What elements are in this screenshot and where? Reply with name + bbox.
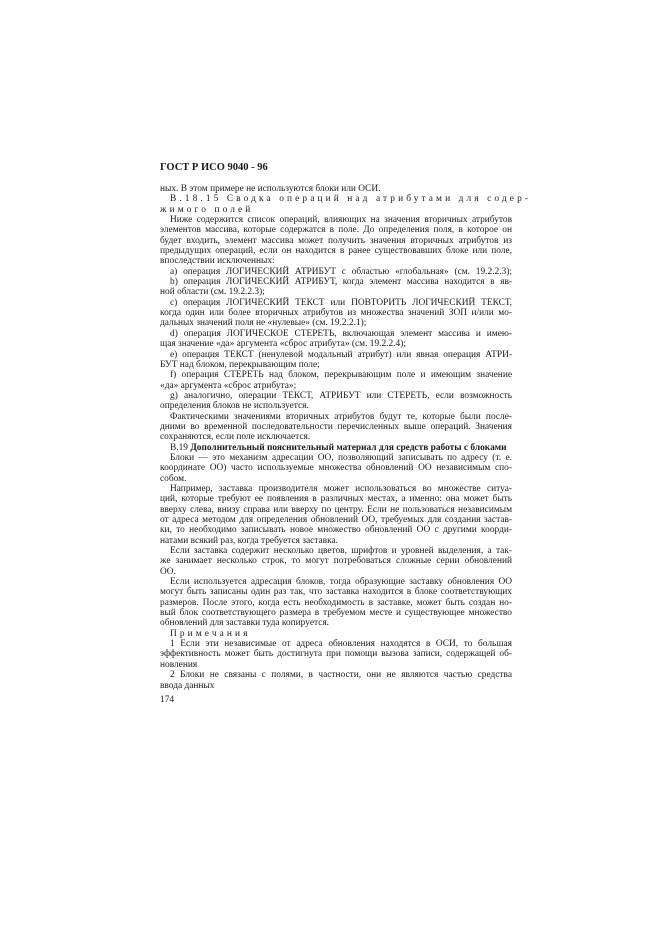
text-line: [160, 350, 512, 360]
text-line-content: f) операция СТЕРЕТЬ над блоком, перекрывающим поле и имеющим значение: [170, 370, 512, 381]
text-line-content: определения блоков не используется.: [160, 401, 309, 412]
text-line: [160, 494, 512, 504]
text-line: [160, 474, 512, 484]
text-line-content: ных. В этом примере не используются блоки или ОСИ.: [160, 184, 381, 194]
text-line-content: размеров. После этого, когда есть необходимость в заставке, может быть создан но-: [160, 597, 512, 608]
text-line-content: ввода данных: [160, 680, 215, 691]
text-line: [160, 443, 512, 453]
section-heading: Дополнительный пояснительный материал для средств работы с блоками: [190, 442, 507, 453]
text-line: [160, 536, 512, 546]
text-line-content: Фактическими значениями вторичных атрибутов будут те, которые были после-: [170, 411, 512, 422]
text-line-content: могут быть записаны один раз так, что заставка находится в блоке соответствующих: [160, 587, 512, 598]
text-line: [160, 649, 512, 659]
text-line-content: предыдущих операций, если он находится в ранее существовавших блоке или поле,: [160, 246, 512, 257]
text-line: [160, 618, 512, 628]
text-line: [160, 598, 512, 608]
text-line: [160, 505, 512, 515]
text-line-content: Ниже содержится список операций, влияющих на значения вторичных атрибутов: [170, 215, 512, 226]
text-line-content: ной области (см. 19.2.2.3);: [160, 287, 265, 298]
text-line: [160, 215, 512, 225]
text-line: [160, 401, 512, 411]
text-line-content: элементов массива, которые содержатся в поле. До определения поля, в которое он: [160, 225, 512, 236]
text-line-content: В.18.15 Сводка операций над атрибутами для содер-: [170, 194, 532, 205]
text-line: [160, 567, 512, 577]
text-line-content: впоследствии исключенных:: [160, 256, 275, 267]
text-line-content: ОО.: [160, 566, 176, 577]
text-line: [160, 432, 512, 442]
text-line-content: Например, заставка производителя может использоваться во множестве ситуа-: [170, 483, 512, 494]
text-line-content: обновлений для заставки туда копируется.: [160, 618, 330, 629]
text-line: [160, 484, 512, 494]
text-line-content: щая значение «да» аргумента «сброс атрибута» (см. 19.2.2.4);: [160, 339, 406, 350]
text-line: [160, 463, 512, 473]
text-line: [160, 205, 512, 215]
text-line: [160, 225, 512, 235]
text-line-content: жимого полей: [160, 204, 254, 215]
text-line: [160, 391, 512, 401]
text-line: [160, 639, 512, 649]
text-line: [160, 660, 512, 670]
text-line-content: с) операция ЛОГИЧЕСКИЙ ТЕКСТ или ПОВТОРИТЬ ЛОГИЧЕСКИЙ ТЕКСТ,: [170, 297, 512, 308]
text-line: [160, 608, 512, 618]
text-line-content: дними во временной последовательности перечисленных выше операций. Значения: [160, 421, 512, 432]
text-line: [160, 381, 512, 391]
text-line-content: новления: [160, 659, 198, 670]
text-line-content: Если используется адресация блоков, тогда образующие заставку обновления ОО: [170, 577, 512, 588]
text-line: [160, 525, 512, 535]
text-line-content: когда один или более вторичных атрибутов из множества значений ЗОП и/или мо-: [160, 308, 512, 319]
text-line-content: будет входить, элемент массива может получить значения вторичных атрибутов из: [160, 235, 512, 246]
text-line: [160, 412, 512, 422]
text-line: [160, 670, 512, 680]
document-header: ГОСТ Р ИСО 9040 - 96: [160, 162, 268, 173]
text-line-content: «да» аргумента «сброс атрибута»;: [160, 380, 297, 391]
page-number: 174: [160, 695, 175, 705]
text-line: [160, 339, 512, 349]
text-line: [160, 515, 512, 525]
text-line-content: Блоки — это механизм адресации ОО, позволяющий записывать по адресу (т. е.: [170, 452, 512, 463]
text-line: [160, 453, 512, 463]
text-line: [160, 681, 512, 691]
text-line: [160, 256, 512, 266]
text-line-content: же занимает несколько строк, то могут потребоваться сложные серии обновлений: [160, 556, 512, 567]
text-line-content: эффективность может быть достигнута при помощи вызова записи, содержащей об-: [160, 649, 512, 660]
text-line: [160, 194, 532, 205]
text-line: [160, 577, 512, 587]
text-line: [160, 370, 512, 380]
text-line-content: ки, то необходимо записывать новое множество обновлений ОО с другими коорди-: [160, 525, 512, 536]
text-line-content: вый блок соответствующего размера в требуемом месте и существующее множество: [160, 608, 512, 619]
text-line-content: сохраняются, если поле исключается.: [160, 432, 311, 443]
text-line-content: b) операция ЛОГИЧЕСКИЙ АТРИБУТ, когда элемент массива находится в яв-: [170, 277, 512, 288]
text-line: [160, 587, 512, 597]
text-line-content: 2 Блоки не связаны с полями, в частности, они не являются частью средства: [170, 670, 512, 681]
text-line-content: d) операция ЛОГИЧЕСКОЕ СТЕРЕТЬ, включающая элемент массива и имею-: [170, 328, 512, 339]
text-line: [160, 308, 512, 318]
text-line-content: вверху слева, внизу справа или вверху по центру. Если не пользоваться независимым: [160, 504, 512, 515]
text-line-content: БУТ над блоком, перекрывающим поле;: [160, 359, 320, 370]
text-line-content: дальных значений поля не «нулевые» (см. 19.2.2.1);: [160, 318, 367, 329]
text-line: [160, 267, 512, 277]
text-line: [160, 298, 512, 308]
text-line: [160, 556, 512, 566]
text-line: [160, 629, 512, 639]
text-line: [160, 546, 512, 556]
text-line-content: а) операция ЛОГИЧЕСКИЙ АТРИБУТ с областью «глобальная» (см. 19.2.2.3);: [170, 266, 512, 277]
text-line: [160, 236, 512, 246]
text-line-content: Если заставка содержит несколько цветов, шрифтов и уровней выделения, а так-: [170, 546, 512, 557]
text-line-content: от адреса методом для определения обновлений ОО, требуемых для создания застав-: [160, 515, 512, 525]
text-line-content: 1 Если эти независимые от адреса обновления находятся в ОСИ, то большая: [170, 639, 512, 650]
text-line-content: собом.: [160, 473, 187, 484]
text-line-content: Примечания: [170, 628, 251, 639]
text-line-content: е) операция ТЕКСТ (ненулевой модальный атрибут) или явная операция АТРИ-: [170, 349, 512, 360]
text-line: [160, 246, 512, 256]
text-line-content: натами всякий раз, когда требуется заставка.: [160, 535, 339, 546]
text-line: [160, 422, 512, 432]
text-line: [160, 329, 512, 339]
text-line: [160, 360, 512, 370]
text-line: [160, 277, 512, 287]
text-line-content: координате ОО) часто используемые множества обновлений ОО независимым спо-: [160, 463, 512, 474]
text-line-content: ций, которые требуют ее появления в различных местах, а именно: она может быть: [160, 494, 512, 505]
text-line-content: g) аналогично, операции ТЕКСТ, АТРИБУТ или СТЕРЕТЬ, если возможность: [170, 390, 512, 401]
text-line: [160, 318, 512, 328]
document-body: [160, 184, 532, 691]
text-line: [160, 287, 512, 297]
text-line: [160, 184, 512, 194]
text-line-content: В.19: [170, 442, 191, 453]
